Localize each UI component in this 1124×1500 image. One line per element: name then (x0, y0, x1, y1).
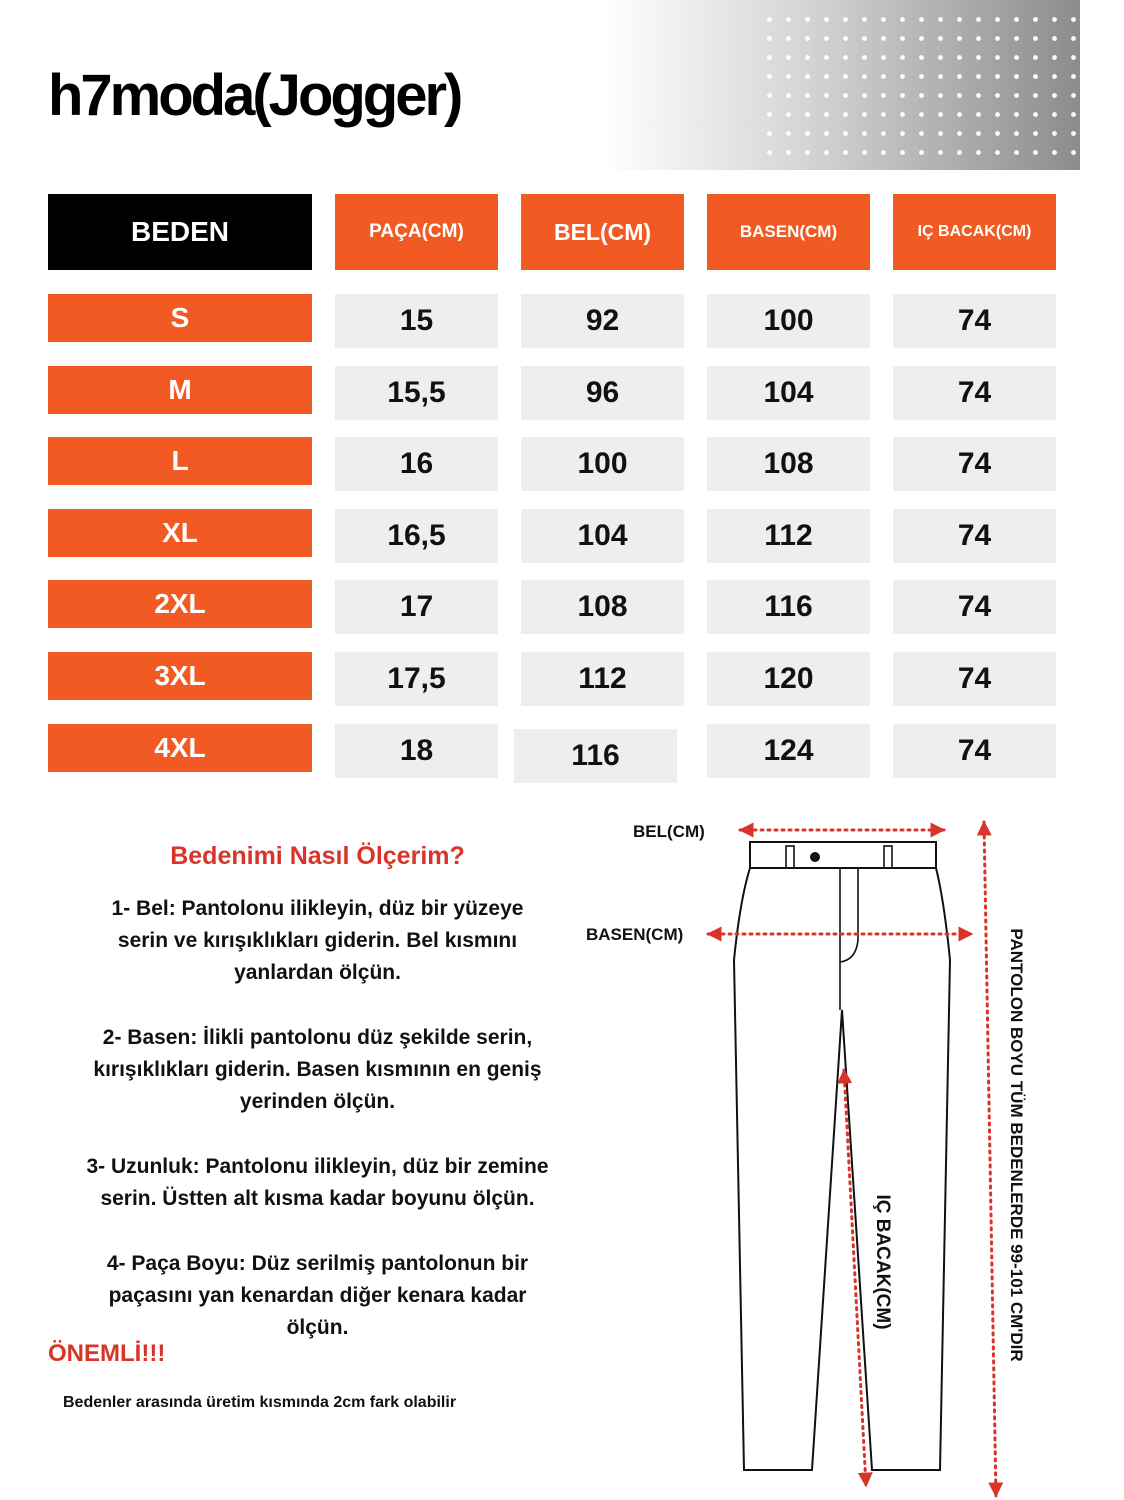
howto-step-line: 3- Uzunluk: Pantolonu ilikleyin, düz bir zemine (86, 1155, 549, 1178)
tolerance-note: Bedenler arasında üretim kısmında 2cm fark olabilir (63, 1394, 457, 1411)
size-label: M (48, 366, 312, 414)
brand-title: h7moda(Jogger) (48, 63, 461, 128)
table-cell: 108 (707, 437, 870, 491)
howto-step-line: paçasını yan kenardan diğer kenara kadar (108, 1284, 527, 1307)
size-label: 3XL (48, 652, 312, 700)
waist-label: BEL(CM) (633, 822, 705, 841)
hip-label: BASEN(CM) (586, 925, 684, 944)
table-cell: 16 (335, 437, 498, 491)
table-cell: 74 (893, 652, 1056, 706)
table-cell: 104 (521, 509, 684, 563)
howto-step-line: yerinden ölçün. (239, 1090, 396, 1113)
important-label: ÖNEMLİ!!! (48, 1340, 166, 1367)
table-cell: 124 (707, 724, 870, 778)
trousers-outline (734, 842, 950, 1470)
table-cell: 18 (335, 724, 498, 778)
table-cell: 74 (893, 294, 1056, 348)
size-label: XL (48, 509, 312, 557)
table-cell: 112 (707, 509, 870, 563)
howto-step-line: ölçün. (286, 1316, 349, 1339)
table-cell: 112 (521, 652, 684, 706)
table-cell: 15 (335, 294, 498, 348)
table-cell: 74 (893, 580, 1056, 634)
table-header: BEL(CM) (521, 194, 684, 270)
howto-title: Bedenimi Nasıl Ölçerim? (170, 842, 465, 870)
howto-step-line: 4- Paça Boyu: Düz serilmiş pantolonun bir (106, 1252, 529, 1275)
table-cell: 116 (514, 729, 677, 783)
table-cell: 74 (893, 437, 1056, 491)
size-label: 4XL (48, 724, 312, 772)
table-cell: 100 (707, 294, 870, 348)
howto-step-line: yanlardan ölçün. (234, 961, 401, 984)
total-length-arrow (984, 822, 996, 1496)
table-cell: 74 (893, 724, 1056, 778)
table-cell: 17,5 (335, 652, 498, 706)
table-cell: 120 (707, 652, 870, 706)
size-label: 2XL (48, 580, 312, 628)
table-cell: 100 (521, 437, 684, 491)
table-cell: 15,5 (335, 366, 498, 420)
howto-step-line: 1- Bel: Pantolonu ilikleyin, düz bir yüzeye (111, 897, 524, 920)
howto-step-line: 2- Basen: İlikli pantolonu düz şekilde serin, (102, 1026, 533, 1049)
table-cell: 74 (893, 509, 1056, 563)
table-cell: 92 (521, 294, 684, 348)
table-header: BEDEN (48, 194, 312, 270)
table-cell: 116 (707, 580, 870, 634)
table-header: BASEN(CM) (707, 194, 870, 270)
howto-step-line: kırışıklıkları giderin. Basen kısmının en geniş (93, 1058, 542, 1081)
table-cell: 17 (335, 580, 498, 634)
table-cell: 108 (521, 580, 684, 634)
howto-step-line: serin ve kırışıklıkları giderin. Bel kısmını (117, 929, 518, 952)
howto-step-line: serin. Üstten alt kısma kadar boyunu ölçün. (100, 1187, 535, 1210)
table-header: PAÇA(CM) (335, 194, 498, 270)
table-cell: 16,5 (335, 509, 498, 563)
table-header: IÇ BACAK(CM) (893, 194, 1056, 270)
size-label: L (48, 437, 312, 485)
inseam-label: IÇ BACAK(CM) (872, 1194, 893, 1330)
size-label: S (48, 294, 312, 342)
button-icon (810, 852, 820, 862)
table-cell: 104 (707, 366, 870, 420)
total-length-label: PANTOLON BOYU TÜM BEDENLERDE 99-101 CM'DIR (1007, 928, 1026, 1362)
table-cell: 96 (521, 366, 684, 420)
table-cell: 74 (893, 366, 1056, 420)
